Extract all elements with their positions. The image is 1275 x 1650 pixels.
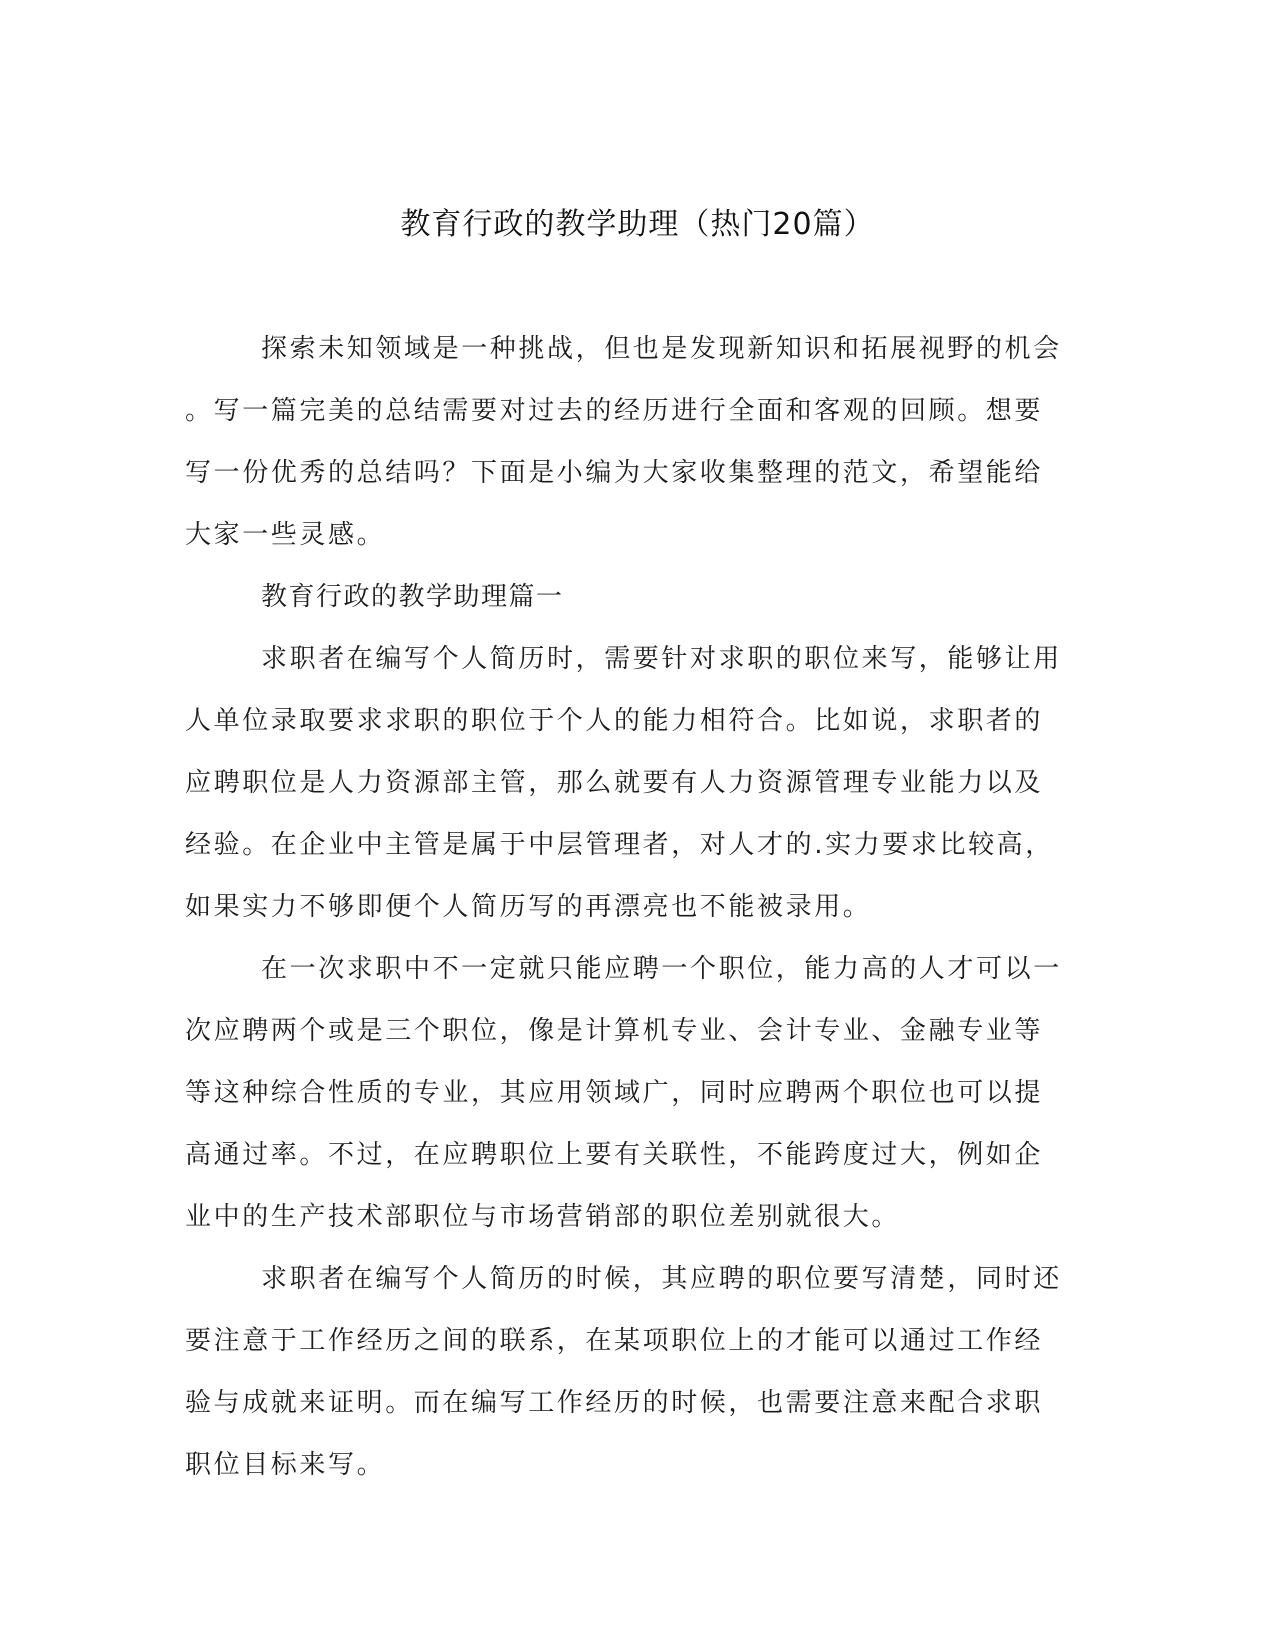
paragraph-line: 如果实力不够即便个人简历写的再漂亮也不能被录用。	[185, 892, 872, 922]
paragraph-line: 求职者在编写个人简历的时候，其应聘的职位要写清楚，同时还	[261, 1264, 1062, 1294]
paragraph-line: 业中的生产技术部职位与市场营销部的职位差别就很大。	[185, 1202, 901, 1232]
paragraph-line: 验与成就来证明。而在编写工作经历的时候，也需要注意来配合求职	[185, 1388, 1044, 1418]
paragraph-line: 要注意于工作经历之间的联系，在某项职位上的才能可以通过工作经	[185, 1326, 1044, 1356]
paragraph-line: 等这种综合性质的专业，其应用领域广，同时应聘两个职位也可以提	[185, 1078, 1044, 1108]
document-body	[185, 318, 1075, 1496]
section-heading: 教育行政的教学助理篇一	[261, 582, 564, 612]
paragraph-line: 。写一篇完美的总结需要对过去的经历进行全面和客观的回顾。想要	[185, 396, 1044, 426]
paragraph-line: 职位目标来写。	[185, 1450, 386, 1480]
paragraph-line: 次应聘两个或是三个职位，像是计算机专业、会计专业、金融专业等	[185, 1016, 1044, 1046]
paragraph-line: 高通过率。不过，在应聘职位上要有关联性，不能跨度过大，例如企	[185, 1140, 1044, 1170]
paragraph-line: 探索未知领域是一种挑战，但也是发现新知识和拓展视野的机会	[261, 334, 1062, 364]
paragraph-line: 经验。在企业中主管是属于中层管理者，对人才的.实力要求比较高，	[185, 830, 1054, 860]
paragraph-line: 在一次求职中不一定就只能应聘一个职位，能力高的人才可以一	[261, 954, 1062, 984]
document-title: 教育行政的教学助理（热门20篇）	[400, 207, 875, 242]
paragraph-line: 写一份优秀的总结吗？下面是小编为大家收集整理的范文，希望能给	[185, 458, 1044, 488]
paragraph-line: 人单位录取要求求职的职位于个人的能力相符合。比如说，求职者的	[185, 706, 1044, 736]
paragraph-line: 大家一些灵感。	[185, 520, 386, 550]
paragraph-line: 求职者在编写个人简历时，需要针对求职的职位来写，能够让用	[261, 644, 1062, 674]
paragraph-line: 应聘职位是人力资源部主管，那么就要有人力资源管理专业能力以及	[185, 768, 1044, 798]
